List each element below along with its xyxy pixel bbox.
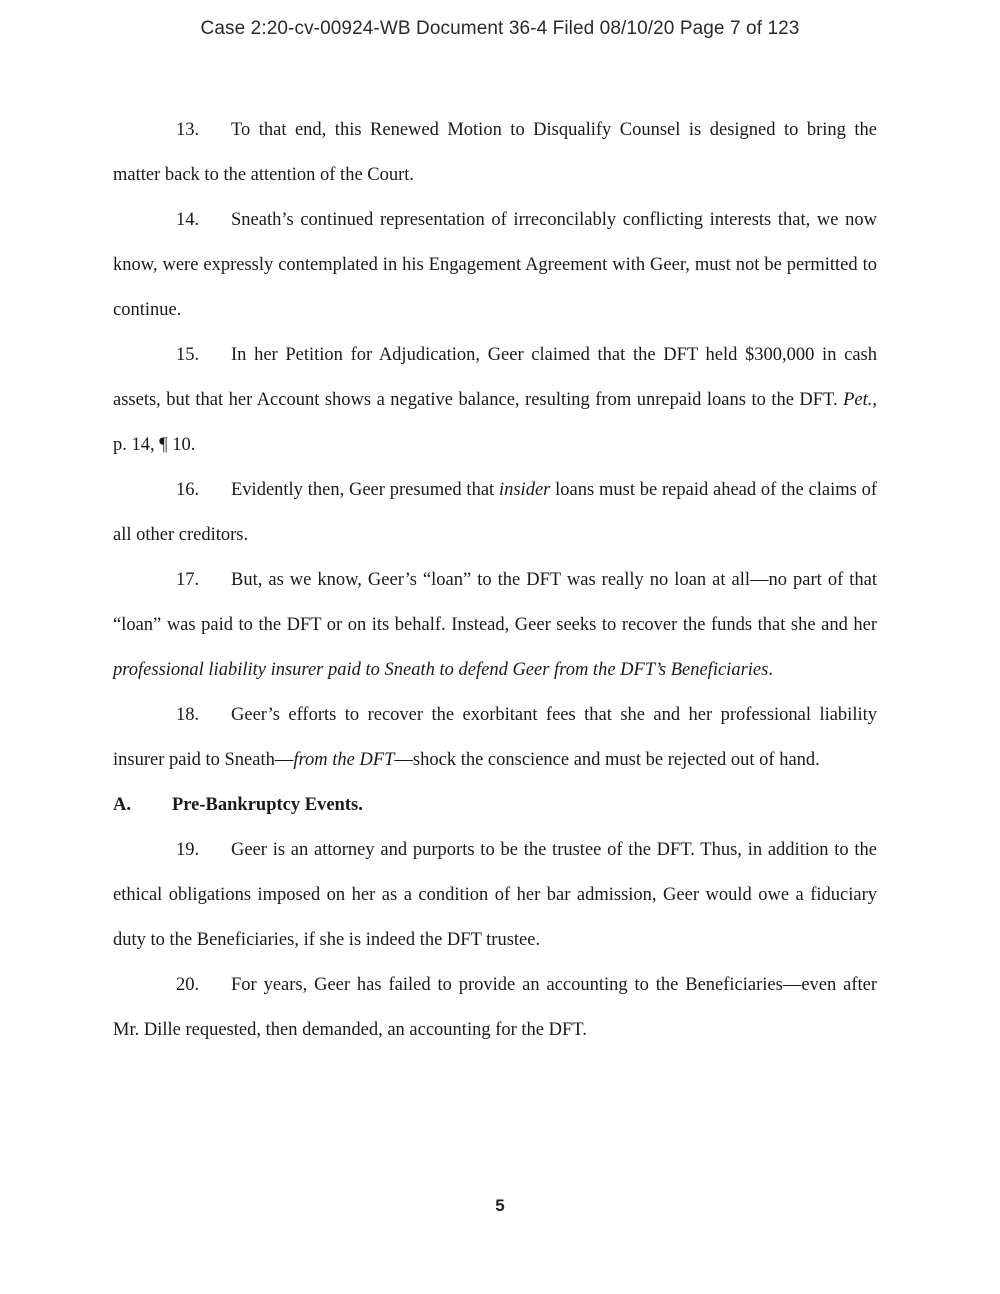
paragraph-text: Sneath’s continued representation of irreconcilably conflicting interests that, we now know, were expressly contemplated in his Engagement Agreement with Geer, must not be permitted to continue.: [113, 210, 877, 320]
case-header: Case 2:20-cv-00924-WB Document 36-4 Filed 08/10/20 Page 7 of 123: [200, 18, 800, 39]
paragraph-number: 14.: [176, 210, 200, 230]
paragraph-number: 15.: [176, 345, 200, 365]
paragraph-text: Geer is an attorney and purports to be the trustee of the DFT. Thus, in addition to the ethical obligations imposed on her as a condition of her bar admission, Geer would owe a fiduciary duty to the Beneficiaries, if she is indeed the DFT trustee.: [113, 840, 877, 950]
paragraph-number: 19.: [176, 840, 200, 860]
paragraph-text-italic: from the DFT: [293, 750, 395, 770]
paragraph-16: [113, 468, 877, 558]
paragraph-15: [113, 333, 877, 468]
paragraph-text-italic: professional liability insurer paid to Sneath to defend Geer from the DFT’s Beneficiaries: [113, 660, 769, 680]
paragraph-text-italic: insider: [498, 480, 551, 500]
paragraph-text: In her Petition for Adjudication, Geer claimed that the DFT held $300,000 in cash assets, but that her Account shows a negative balance, resulting from unrepaid loans to the DFT.: [113, 345, 877, 410]
paragraph-text-after: —shock the conscience and must be rejected out of hand.: [394, 750, 820, 770]
paragraph-text: For years, Geer has failed to provide an accounting to the Beneficiaries—even after Mr. Dille requested, then demanded, an accounting for the DFT.: [113, 975, 877, 1040]
page-number: 5: [495, 1196, 505, 1215]
paragraph-17: [113, 558, 877, 693]
citation-italic: Pet.: [843, 390, 873, 410]
paragraph-text-before: But, as we know, Geer’s “loan” to the DFT was really no loan at all—no part of that “loan” was paid to the DFT or on its behalf. Instead, Geer seeks to recover the funds that she and her: [113, 570, 877, 635]
document-body: [113, 108, 877, 1053]
paragraph-13: [113, 108, 877, 198]
section-heading: [113, 783, 877, 828]
paragraph-number: 18.: [176, 705, 200, 725]
paragraph-text: To that end, this Renewed Motion to Disqualify Counsel is designed to bring the matter back to the attention of the Court.: [113, 120, 877, 185]
paragraph-20: [113, 963, 877, 1053]
paragraph-text-after: .: [768, 660, 773, 680]
paragraph-number: 17.: [176, 570, 200, 590]
paragraph-text-before: Evidently then, Geer presumed that: [231, 480, 499, 500]
paragraph-text-before: Geer’s efforts to recover the exorbitant fees that she and her professional liability insurer paid to Sneath—: [113, 705, 877, 770]
paragraph-number: 13.: [176, 120, 200, 140]
paragraph-19: [113, 828, 877, 963]
paragraph-18: [113, 693, 877, 783]
paragraph-number: 20.: [176, 975, 200, 995]
section-letter: A.: [113, 795, 131, 815]
section-title: Pre-Bankruptcy Events.: [172, 795, 363, 815]
paragraph-number: 16.: [176, 480, 200, 500]
citation-rest: , p. 14, ¶ 10.: [113, 390, 877, 455]
paragraph-text-after: loans must be repaid ahead of the claims of all other creditors.: [113, 480, 878, 545]
paragraph-14: [113, 198, 877, 333]
